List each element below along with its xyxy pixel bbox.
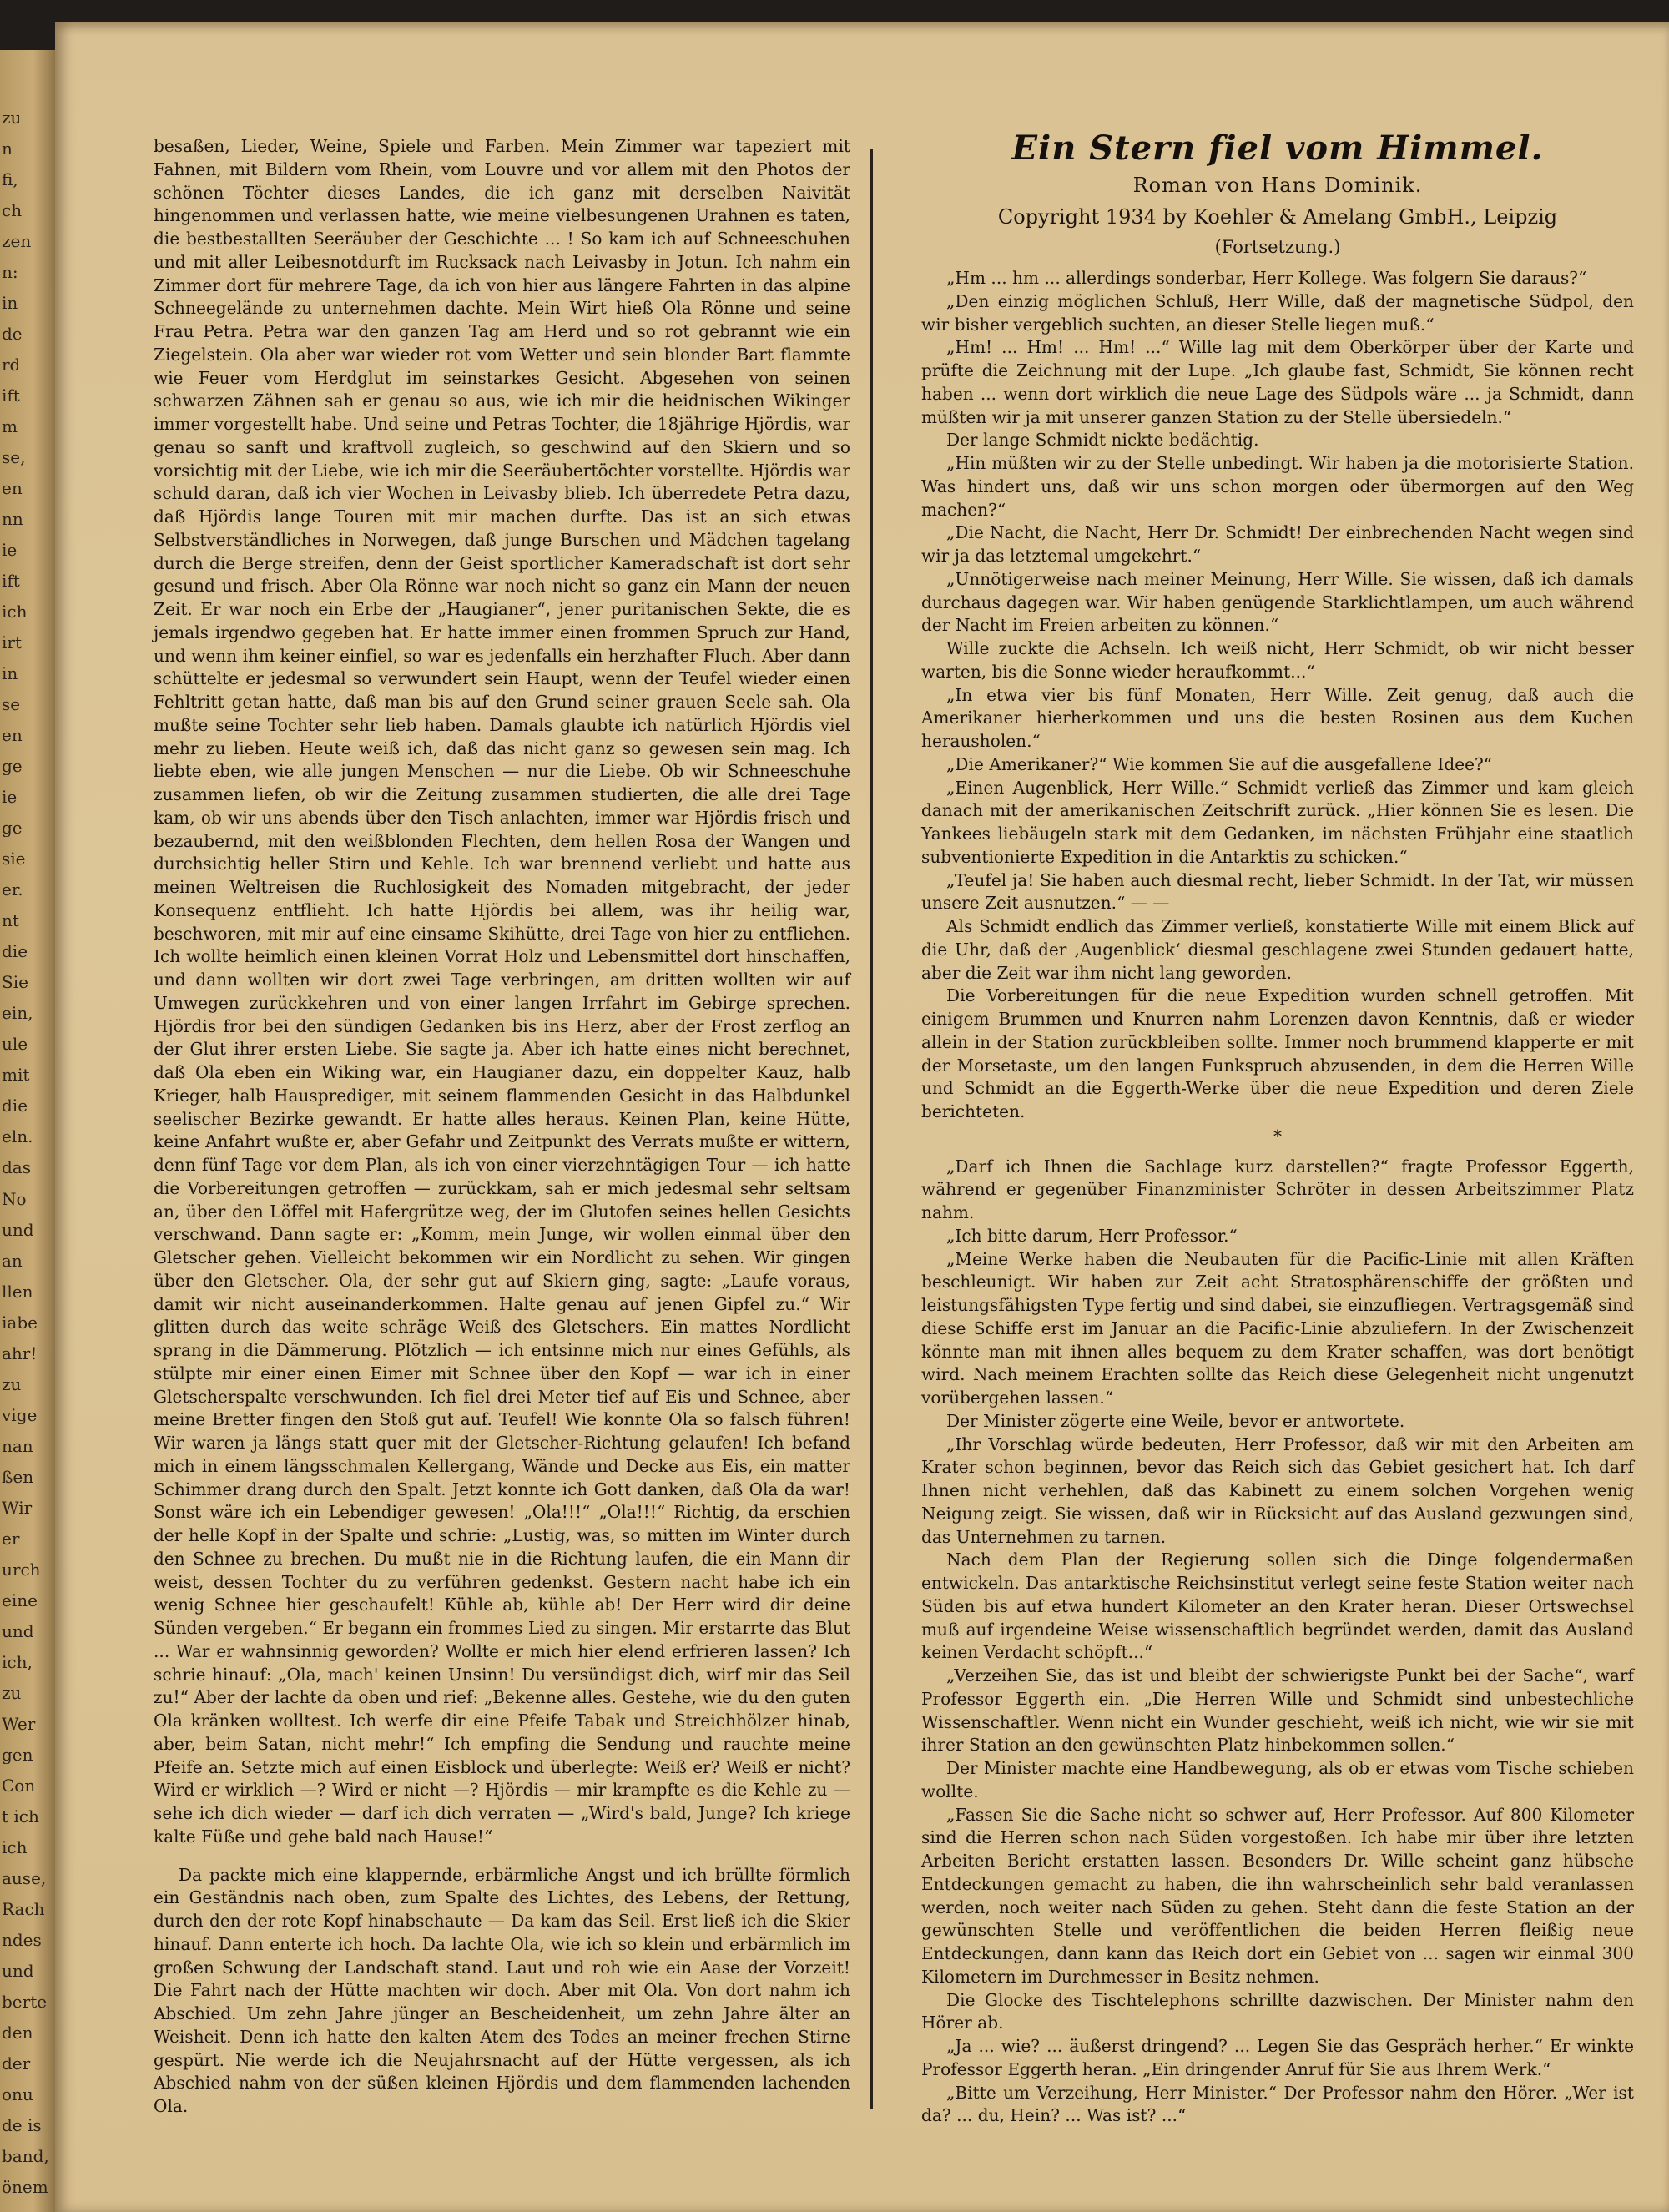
margin-fragment: iabe (2, 1313, 38, 1332)
margin-fragment: ch (2, 201, 23, 219)
margin-fragment: gen (2, 1746, 33, 1764)
novel-paragraph: „Unnötigerweise nach meiner Meinung, Herr Wille. Sie wissen, daß ich damals durchaus dagegen war. Wir haben genügende Starklichtlampen, um auch während der Nacht im Freien arbeiten zu können.“ (921, 568, 1634, 636)
margin-fragment: berte (2, 1993, 48, 2011)
margin-fragment: eine (2, 1591, 38, 1610)
margin-fragment: an (2, 1252, 23, 1270)
column-rule (870, 149, 873, 2109)
novel-paragraph: „Die Amerikaner?“ Wie kommen Sie auf die ausgefallene Idee?“ (946, 753, 1493, 774)
margin-fragment: ift (2, 386, 20, 405)
right-column-novel (921, 267, 1634, 2128)
novel-paragraph: Die Glocke des Tischtelephons schrillte dazwischen. Der Minister nahm den Hörer ab. (921, 1989, 1634, 2033)
margin-fragment: in (2, 294, 18, 312)
novel-paragraph: „Einen Augenblick, Herr Wille.“ Schmidt verließ das Zimmer und kam gleich danach mit der amerikanischen Zeitschrift zurück. „Hier können Sie es lesen. Die Yankees liebäugeln stark mit dem Gedanken, im nächsten Frühjahr eine staatlich subventionierte Expedition in die Antarktis zu schicken.“ (921, 777, 1634, 867)
margin-fragment: der (2, 2054, 31, 2073)
margin-fragment: band, (2, 2147, 49, 2165)
margin-fragment: onu (2, 2085, 33, 2104)
article-title: Ein Stern fiel vom Himmel. (1011, 128, 1544, 168)
margin-fragment: und (2, 1962, 34, 1980)
novel-paragraph: Als Schmidt endlich das Zimmer verließ, konstatierte Wille mit einem Blick auf die Uhr, daß der ‚Augenblick‘ diesmal geschlagene zwei Stunden gedauert hatte, aber die Zeit war ihm nicht lang geworden. (921, 916, 1634, 983)
margin-fragment: Rach (2, 1900, 45, 1918)
margin-fragment: ift (2, 572, 20, 590)
margin-fragment: ßen (2, 1468, 34, 1486)
margin-fragment: zu (2, 1684, 22, 1702)
novel-paragraph: Nach dem Plan der Regierung sollen sich die Dinge folgendermaßen entwickeln. Das antarktische Reichsinstitut verlegt seine feste Station weiter nach Süden bis auf etwa hundert Kilometer an den Krater heran. Dieser Ortswechsel muß auf irgendeine Weise wissenschaftlich begründet werden, damit das Ausland keinen Verdacht schöpft...“ (921, 1549, 1634, 1663)
margin-fragment: ich (2, 602, 28, 621)
novel-paragraph: „Meine Werke haben die Neubauten für die Pacific-Linie mit allen Kräften beschleunigt. Wir haben zur Zeit acht Stratosphärenschiffe der größten und leistungsfähigsten Type fertig und sind dabei, sie einzufliegen. Vertragsgemäß sind diese Schiffe erst im Januar an die Pacific-Linie abzuliefern. In der Zwischenzeit könnte man mit ihnen alles bequem zu dem Krater schaffen, was dort benötigt wird. Nach meinem Erachten sollte das Reich diese Gelegenheit nicht ungenutzt vorübergehen lassen.“ (921, 1248, 1634, 1408)
newspaper-page (55, 22, 1669, 2212)
margin-fragment: die (2, 1096, 28, 1115)
story-paragraph: besaßen, Lieder, Weine, Spiele und Farben. Mein Zimmer war tapeziert mit Fahnen, mit Bildern vom Rhein, vom Louvre und vor allem mit den Photos der schönen Töchter dieses Landes, die ich ganz mit derselben Naivität hingenommen und verlassen hatte, wie meine vielbesungenen Urahnen es taten, die bestbestallten Seeräuber der Geschichte ... ! So kam ich auf Schneeschuhen und mit aller Leibesnotdurft im Rucksack nach Leivasby in Jotun. Ich nahm ein Zimmer dort für mehrere Tage, da ich von hier aus längere Fahrten in das alpine Schneegelände zu unternehmen dachte. Mein Wirt hieß Ola Rönne und seine Frau Petra. Petra war den ganzen Tag am Herd und so rot gebrannt wie ein Ziegelstein. Ola aber war wieder rot vom Wetter und sein blonder Bart flammte wie Feuer vom Herdglut im seinstarkes Gesicht. Abgesehen von seinen schwarzen Zähnen sah er genau so aus, wie ich mir die heidnischen Wikinger immer vorgestellt habe. Und seine und Petras Tochter, die 18jährige Hjördis, war genau so sanft und kraftvoll zugleich, so geschwind auf den Skiern und so vorsichtig mit der Liebe, wie ich mir die Seeräubertöchter vorstellte. Hjördis war schuld daran, daß ich vier Wochen in Leivasby blieb. Ich überredete Petra dazu, daß Hjördis lange Touren mit mir machen durfte. Das ist an sich etwas Selbstverständliches in Norwegen, daß junge Burschen und Mädchen tagelang durch die Berge streifen, denn der Geist sportlicher Kameradschaft ist dort sehr gesund und frisch. Aber Ola Rönne war noch nicht so ganz ein Mann der neuen Zeit. Er war noch ein Erbe der „Haugianer“, jener puritanischen Sekte, die es jemals irgendwo gegeben hat. Er hatte immer einen frommen Spruch zur Hand, und wenn ihm keiner einfiel, so war es jedenfalls ein herzhafter Fluch. Aber dann schüttelte er jedesmal so verwundert sein Haupt, wenn der Teufel wieder einen Fehltritt getan hatte, daß man bis auf den Grund seiner grauen Seele sah. Ola mußte seine Tochter sehr lieb haben. Damals glaubte ich natürlich Hjördis viel mehr zu lieben. Heute weiß ich, daß das nicht ganz so gewesen sein mag. Ich liebte eben, wie alle jungen Menschen — nur die Liebe. Ob wir Schneeschuhe zusammen liefen, ob wir die Zeitung zusammen studierten, die alle drei Tage kam, ob wir uns abends über den Tisch anlachten, immer war Hjördis frisch und bezaubernd, mit den weißblonden Flechten, dem hellen Rosa der Wangen und durchsichtig heller Stirn und Kehle. Ich war brennend verliebt und hatte aus meinen Weltreisen die Ruchlosigkeit des Nomaden mitgebracht, der jeder Konsequenz entflieht. Ich hatte Hjördis bei allem, was ihr heilig war, beschworen, mit mir auf eine einsame Skihütte, drei Tage von hier zu entfliehen. Ich wollte heimlich einen kleinen Vorrat Holz und Lebensmittel dort hinschaffen, und dann wollten wir dort zwei Tage verbringen, am dritten wollten wir auf Umwegen zurückkehren und von einer langen Irrfahrt im Gebirge sprechen. Hjördis fror bei den sündigen Gedanken bis ins Herz, aber der Frost zerflog an der Glut ihrer ersten Liebe. Sie sagte ja. Aber ich hatte eines nicht berechnet, daß Ola eben ein Wiking war, ein Haugianer dazu, ein doppelter Kauz, halb Krieger, halb Hausprediger, mit seinem flammenden Gesicht in das Halbdunkel seelischer Bezirke gewandt. Er hatte alles heraus. Keinen Plan, keine Hütte, keine Anfahrt wußte er, aber Gefahr und Zeitpunkt des Verrats mußte er wittern, denn fünf Tage vor dem Plan, als ich von einer vierzehntägigen Tour — ich hatte die Vorbereitungen getroffen — zurückkam, sah er mich jedesmal sehr seltsam an, über den Löffel mit Hafergrütze weg, der im Glutofen seines hellen Gesichts verschwand. Dann sagte er: „Komm, mein Junge, wir wollen einmal über den Gletscher gehen. Vielleicht bekommen wir ein Nordlicht zu sehen. Wir gingen über den Gletscher. Ola, der sehr gut auf Skiern ging, sagte: „Laufe voraus, damit wir nicht auseinanderkommen. Halte genau auf jenen Gipfel zu.“ Wir glitten durch das weite schräge Weiß des Gletschers. Ein mattes Nordlicht sprang in die Dämmerung. Plötzlich — ich entsinne mich nur eines Gefühls, als stülpte mir einer einen Eimer mit Schnee über den Kopf — war ich in einer Gletscherspalte verschwunden. Ich fiel drei Meter tief auf Eis und Schnee, aber meine Bretter fingen den Stoß gut auf. Teufel! Wie konnte Ola so falsch führen! Wir waren ja längs statt quer mit der Gletscher-Richtung gelaufen! Ich befand mich in einem längsschmalen Kellergang, Wände und Decke aus Eis, ein matter Schimmer drang durch den Spalt. Jetzt konnte ich Gott danken, daß Ola da war! Sonst wäre ich ein Lebendiger gewesen! „Ola!!!“ „Ola!!!“ Richtig, da erschien der helle Kopf in der Spalte und schrie: „Lustig, was, so mitten im Winter durch den Schnee zu brechen. Du mußt nie in die Richtung laufen, die ein Mann dir weist, dessen Tochter du zu verführen gedenkst. Gestern nacht habe ich ein wenig Schnee hier geschaufelt! Kühle ab, kühle ab! Der Herr wird dir deine Sünden vergeben.“ Er begann ein frommes Lied zu singen. Mir erstarrte das Blut ... War er wahnsinnig geworden? Wollte er mich hier elend erfrieren lassen? Ich schrie hinauf: „Ola, mach' keinen Unsinn! Du versündigst dich, wirf mir das Seil zu!“ Aber der lachte da oben und rief: „Bekenne alles. Gestehe, wie du den guten Ola kränken wolltest. Ich werfe dir eine Pfeife Tabak und Streichhölzer hinab, aber, beim Satan, nicht mehr!“ Ich empfing die Sendung und rauchte meine Pfeife an. Setzte mich auf einen Eisblock und überlegte: Weiß er? Weiß er nicht? Wird er wirklich —? Wird er nicht —? Hjördis — mir krampfte es die Kehle zu — sehe ich dich wieder — darf ich dich verraten — „Wird's bald, Junge? Ich kriege kalte Füße und gehe bald nach Hause!“ (154, 136, 850, 1847)
margin-fragment: in (2, 664, 18, 683)
margin-fragment: rd (2, 355, 21, 374)
margin-fragment: se (2, 695, 21, 713)
margin-fragment: und (2, 1221, 34, 1239)
margin-fragment: und (2, 1622, 34, 1640)
margin-fragment: er. (2, 880, 23, 899)
margin-fragment: die (2, 942, 28, 960)
margin-fragment: llen (2, 1282, 33, 1301)
margin-fragment: de (2, 325, 23, 343)
margin-fragment: ich, (2, 1653, 33, 1671)
novel-paragraph: „Ihr Vorschlag würde bedeuten, Herr Professor, daß wir mit den Arbeiten am Krater schon beginnen, bevor das Reich sich das Gebiet gesichert hat. Ich darf Ihnen nicht verhehlen, daß das Kabinett zu einem solchen Vorgehen wenig Neigung zeigt. Sie wissen, daß wir in Rücksicht auf das Ausland gezwungen sind, das Unternehmen zu tarnen. (921, 1434, 1634, 1547)
margin-fragment: nt (2, 911, 19, 930)
novel-paragraph: „In etwa vier bis fünf Monaten, Herr Wille. Zeit genug, daß auch die Amerikaner hierherkommen und uns die besten Rosinen aus dem Kuchen herausholen.“ (921, 684, 1634, 751)
margin-fragment: vige (2, 1406, 38, 1424)
margin-fragment: urch (2, 1560, 41, 1579)
novel-paragraph: Die Vorbereitungen für die neue Expedition wurden schnell getroffen. Mit einigem Brummen und Knurren nahm Lorenzen davon Kenntnis, daß er wieder allein in der Station zurückbleiben sollte. Immer noch brummend klapperte er mit der Morsetaste, um den langen Funkspruch abzusenden, in dem die Herren Wille und Schmidt an die Eggerth-Werke über die neue Expedition und deren Ziele berichteten. (921, 985, 1634, 1121)
article-byline: Roman von Hans Dominik. (1132, 174, 1423, 197)
margin-fragment: n (2, 139, 13, 158)
novel-paragraph: „Die Nacht, die Nacht, Herr Dr. Schmidt! Der einbrechenden Nacht wegen sind wir ja das letztemal umgekehrt.“ (921, 522, 1634, 566)
margin-fragment: das (2, 1158, 31, 1177)
margin-fragment: önem (2, 2178, 48, 2196)
novel-paragraph: „Teufel ja! Sie haben auch diesmal recht, lieber Schmidt. In der Tat, wir müssen unsere Zeit ausnutzen.“ — — (921, 869, 1634, 914)
margin-fragment: ge (2, 757, 23, 775)
margin-fragment: ule (2, 1035, 28, 1053)
article-continued-note: (Fortsetzung.) (1214, 237, 1341, 257)
margin-fragment: Con (2, 1776, 36, 1795)
margin-fragment: ie (2, 788, 18, 806)
margin-fragment: en (2, 479, 23, 497)
novel-paragraph: „Ich bitte darum, Herr Professor.“ (946, 1225, 1238, 1246)
margin-fragment: m (2, 417, 18, 436)
novel-paragraph: „Bitte um Verzeihung, Herr Minister.“ Der Professor nahm den Hörer. „Wer ist da? ... du, Hein? ... Was ist? ...“ (921, 2082, 1634, 2126)
margin-fragment: Sie (2, 973, 28, 991)
margin-fragment: ge (2, 819, 23, 837)
margin-fragment: zen (2, 232, 32, 250)
margin-fragment: en (2, 726, 23, 744)
margin-fragment: ie (2, 541, 18, 559)
left-column-story (154, 135, 850, 2119)
novel-paragraph: „Darf ich Ihnen die Sachlage kurz darstellen?“ fragte Professor Eggerth, während er gegenüber Finanzminister Schröter in dessen Arbeitszimmer Platz nahm. (921, 1156, 1634, 1222)
margin-fragment: Wir (2, 1499, 33, 1517)
margin-fragment: t ich (2, 1807, 39, 1826)
margin-fragment: zu (2, 108, 22, 127)
margin-fragment: er (2, 1529, 20, 1548)
margin-fragment: sie (2, 849, 26, 868)
article-copyright: Copyright 1934 by Koehler & Amelang GmbH., Leipzig (997, 205, 1558, 229)
margin-fragment: ahr! (2, 1344, 38, 1363)
novel-paragraph: „Verzeihen Sie, das ist und bleibt der schwierigste Punkt bei der Sache“, warf Professor Eggerth ein. „Die Herren Wille und Schmidt sind unbestechliche Wissenschaftler. Wenn nicht ein Wunder geschieht, weiß ich nicht, wie wir sie mit ihrer Station an den gewünschten Platz hinbekommen sollen.“ (921, 1665, 1634, 1756)
novel-paragraph: „Fassen Sie die Sache nicht so schwer auf, Herr Professor. Auf 800 Kilometer sind die Herren schon nach Süden vorgestoßen. Ich habe mir über ihre letzten Arbeiten Bericht erstatten lassen. Besonders Dr. Wille scheint ganz hübsche Entdeckungen gemacht zu haben, die ihn wahrscheinlich sehr bald veranlassen werden, noch weiter nach Süden zu gehen. Steht dann die feste Station an der gewünschten Stelle und veröffentlichen die beiden Herren fleißig neue Entdeckungen, dann kann das Reich dort ein Gebiet von ... sagen wir einmal 300 Kilometern im Durchmesser in Besitz nehmen. (921, 1804, 1634, 1987)
margin-fragment: se, (2, 448, 26, 466)
story-paragraph: Da packte mich eine klappernde, erbärmliche Angst und ich brüllte förmlich ein Geständnis nach oben, zum Spalte des Lichtes, des Lebens, der Rettung, durch den der rote Kopf hinabschaute — Da kam das Seil. Erst ließ ich die Skier hinauf. Dann enterte ich hoch. Da lachte Ola, wie ich so klein und erbärmlich im großen Schwung der Landschaft stand. Laut und roh wie ein Aase der Vorzeit! Die Fahrt nach der Hütte machten wir doch. Aber mit Ola. Von dort nahm ich Abschied. Um zehn Jahre jünger an Bescheidenheit, um zehn Jahre älter an Weisheit. Denn ich hatte den kalten Atem des Todes an meiner frechen Stirne gespürt. Nie werde ich die Neujahrsnacht auf der Hütte vergessen, als ich Abschied nahm von der süßen kleinen Hjördis und dem flammenden lachenden Ola. (154, 1864, 850, 2116)
margin-fragment: irt (2, 633, 22, 652)
margin-fragment: eln. (2, 1127, 33, 1146)
margin-fragment: ause, (2, 1869, 47, 1887)
novel-paragraph: Der Minister machte eine Handbewegung, als ob er etwas vom Tische schieben wollte. (921, 1758, 1634, 1801)
margin-fragment: nan (2, 1437, 33, 1455)
margin-fragment: fi, (2, 170, 18, 189)
margin-fragment: ich (2, 1838, 28, 1857)
novel-paragraph: Wille zuckte die Achseln. Ich weiß nicht, Herr Schmidt, ob wir nicht besser warten, bis die Sonne wieder heraufkommt...“ (921, 638, 1634, 682)
margin-fragment: nn (2, 510, 23, 528)
novel-paragraph: Der lange Schmidt nickte bedächtig. (946, 430, 1259, 451)
novel-paragraph: „Hin müßten wir zu der Stelle unbedingt. Wir haben ja die motorisierte Station. Was hindert uns, daß wir uns schon morgen oder übermorgen auf den Weg machen?“ (921, 453, 1634, 520)
margin-fragment: mit (2, 1066, 30, 1084)
margin-fragment: No (2, 1190, 27, 1208)
margin-fragment: zu (2, 1375, 22, 1393)
margin-fragment: Wer (2, 1715, 36, 1733)
margin-fragment: n: (2, 263, 18, 281)
novel-paragraph: Der Minister zögerte eine Weile, bevor er antwortete. (946, 1410, 1405, 1431)
novel-paragraph: „Ja ... wie? ... äußerst dringend? ... Legen Sie das Gespräch herher.“ Er winkte Professor Eggerth heran. „Ein dringender Anruf für Sie aus Ihrem Werk.“ (921, 2036, 1634, 2079)
novel-paragraph: „Den einzig möglichen Schluß, Herr Wille, daß der magnetische Südpol, den wir bisher vergeblich suchten, an dieser Stelle liegen muß.“ (921, 290, 1634, 335)
section-divider-star: * (1273, 1126, 1283, 1146)
margin-fragment: de is (2, 2116, 42, 2134)
margin-fragment: den (2, 2023, 33, 2042)
margin-fragment: ndes (2, 1931, 42, 1949)
novel-paragraph: „Hm! ... Hm! ... Hm! ...“ Wille lag mit dem Oberkörper über der Karte und prüfte die Zeichnung mit der Lupe. „Ich glaube fast, Schmidt, Sie können recht haben ... wenn dort wirklich die neue Lage des Südpols wäre ... ja Schmidt, dann müßten wir ja mit unserer ganzen Station zu der Stelle übersiedeln.“ (921, 337, 1634, 427)
margin-fragment: ein, (2, 1004, 33, 1022)
novel-paragraph: „Hm ... hm ... allerdings sonderbar, Herr Kollege. Was folgern Sie daraus?“ (946, 268, 1587, 288)
